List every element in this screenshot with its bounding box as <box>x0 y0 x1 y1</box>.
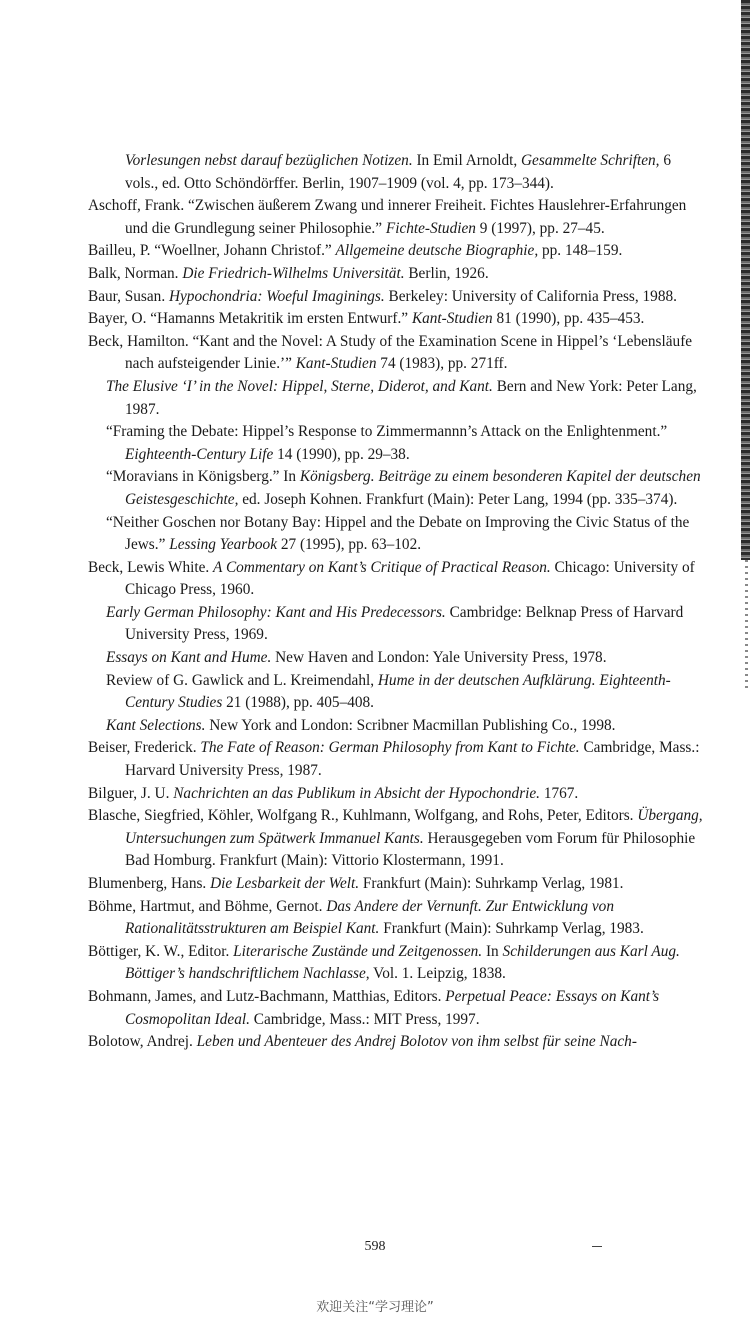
footer-dash <box>592 1246 602 1247</box>
entry-text: Böhme, Hartmut, and Böhme, Gernot. <box>88 897 327 915</box>
entry-title-italic: Leben und Abenteuer des Andrej Bolotov von ihm selbst für seine Nach- <box>196 1033 637 1051</box>
entry-title-italic: Essays on Kant and Hume. <box>106 649 272 667</box>
page-number: 598 <box>364 1239 386 1254</box>
bibliography-entry <box>88 805 703 873</box>
entry-text: 1767. <box>540 784 579 802</box>
bibliography-entry <box>106 376 703 421</box>
entry-title-italic: Perpetual Peace: Essays on Kant’s Cosmopolitan Ideal. <box>125 987 660 1028</box>
entry-text: 6 vols., ed. Otto Schöndörffer. Berlin, 1907–1909 (vol. 4, pp. 173–344). <box>125 152 671 192</box>
entry-text: Baur, Susan. <box>88 287 169 305</box>
entry-title-italic: Allgemeine deutsche Biographie, <box>335 242 539 260</box>
entry-text: “Moravians in Königsberg.” In <box>106 468 300 486</box>
bibliography-entry <box>88 195 703 240</box>
entry-text: Beck, Lewis White. <box>88 558 214 576</box>
entry-text: Berkeley: University of California Press, 1988. <box>384 287 677 305</box>
bibliography-entry <box>106 647 703 670</box>
bibliography-entry <box>106 421 703 466</box>
entry-text: Böttiger, K. W., Editor. <box>88 942 234 960</box>
entry-text: “Framing the Debate: Hippel’s Response to Zimmermannn’s Attack on the Enlightenment.” <box>106 423 668 441</box>
entry-text: Chicago: University of Chicago Press, 1960. <box>125 558 695 599</box>
entry-text: Beck, Hamilton. “Kant and the Novel: A Study of the Examination Scene in Hippel’s ‘Lebensläufe nach aufsteigender Linie.’” <box>88 332 693 373</box>
entry-text: Review of G. Gawlick and L. Kreimendahl, <box>106 671 378 689</box>
entry-text: Bolotow, Andrej. <box>88 1033 197 1051</box>
bibliography-entry <box>88 263 703 286</box>
entry-text: 74 (1983), pp. 271ff. <box>376 355 508 373</box>
bibliography-entry <box>88 783 703 806</box>
scan-edge-shadow <box>741 0 750 560</box>
entry-title-italic: Kant-Studien <box>295 355 377 373</box>
entry-text: Frankfurt (Main): Suhrkamp Verlag, 1983. <box>379 920 644 938</box>
entry-title-italic: Übergang, Untersuchungen zum Spätwerk Immanuel Kants. <box>125 807 703 847</box>
bibliography-entry <box>88 986 703 1031</box>
entry-title-italic: Königsberg. Beiträge zu einem besonderen Kapitel der deutschen Geistesgeschichte, <box>125 468 701 508</box>
entry-title-italic: A Commentary on Kant’s Critique of Practical Reason. <box>213 558 551 576</box>
bibliography-entry <box>88 150 703 195</box>
entry-text: Beiser, Frederick. <box>88 739 201 757</box>
entry-title-italic: Vorlesungen nebst darauf bezüglichen Notizen. <box>125 152 413 169</box>
watermark-text: 欢迎关注“学习理论” <box>316 1300 434 1315</box>
bibliography-entry <box>88 737 703 782</box>
bibliography-entry <box>88 240 703 263</box>
entry-title-italic: Fichte-Studien <box>385 219 476 237</box>
entry-title-italic: The Elusive ‘I’ in the Novel: Hippel, Sterne, Diderot, and Kant. <box>106 377 493 395</box>
entry-text: Bayer, O. “Hamanns Metakritik im ersten Entwurf.” <box>88 310 412 328</box>
bibliography-list <box>88 150 703 1054</box>
entry-text: 9 (1997), pp. 27–45. <box>475 219 605 237</box>
entry-text: Bohmann, James, and Lutz-Bachmann, Matthias, Editors. <box>88 987 446 1005</box>
entry-text: In Emil Arnoldt, <box>412 152 521 169</box>
entry-text: 27 (1995), pp. 63–102. <box>277 536 422 554</box>
bibliography-entry <box>88 557 703 602</box>
entry-text: Cambridge: Belknap Press of Harvard University Press, 1969. <box>125 603 684 644</box>
entry-text: New Haven and London: Yale University Press, 1978. <box>271 649 607 667</box>
entry-title-italic: Die Friedrich-Wilhelms Universität. <box>182 264 405 282</box>
entry-text: “Neither Goschen nor Botany Bay: Hippel and the Debate on Improving the Civic Status of the Jews.” <box>106 513 690 554</box>
bibliography-entry <box>106 602 703 647</box>
entry-text: Frankfurt (Main): Suhrkamp Verlag, 1981. <box>359 875 624 892</box>
bibliography-entry <box>88 1031 703 1054</box>
bibliography-entry <box>88 331 703 376</box>
entry-title-italic: The Fate of Reason: German Philosophy from Kant to Fichte. <box>200 739 580 757</box>
entry-text: Bilguer, J. U. <box>88 784 174 802</box>
entry-title-italic: Gesammelte Schriften, <box>521 152 660 169</box>
entry-title-italic: Das Andere der Vernunft. Zur Entwicklung von Rationalitätsstrukturen am Beispiel Kant. <box>125 897 614 938</box>
entry-text: Cambridge, Mass.: Harvard University Press, 1987. <box>125 739 700 780</box>
scan-edge-specks <box>745 560 748 690</box>
entry-title-italic: Nachrichten an das Publikum in Absicht der Hypochondrie. <box>173 784 541 802</box>
entry-text: pp. 148–159. <box>538 242 623 260</box>
entry-text: Herausgegeben vom Forum für Philosophie Bad Homburg. Frankfurt (Main): Vittorio Klostermann, 1991. <box>125 829 696 870</box>
entry-title-italic: Lessing Yearbook <box>169 536 277 554</box>
bibliography-entry <box>106 512 703 557</box>
entry-title-italic: Eighteenth-Century Life <box>125 445 274 463</box>
entry-text: Berlin, 1926. <box>404 264 489 282</box>
bibliography-entry <box>106 670 703 715</box>
entry-title-italic: Die Lesbarkeit der Welt. <box>210 875 360 892</box>
entry-text: Aschoff, Frank. “Zwischen äußerem Zwang und innerer Freiheit. Fichtes Hauslehrer-Erfahrungen und die Grundlegung seiner Philosophie.” <box>88 197 687 237</box>
entry-text: Cambridge, Mass.: MIT Press, 1997. <box>249 1010 480 1028</box>
entry-text: Blumenberg, Hans. <box>88 875 211 892</box>
entry-title-italic: Hypochondria: Woeful Imaginings. <box>168 287 385 305</box>
entry-title-italic: Kant Selections. <box>106 716 206 734</box>
entry-title-italic: Kant-Studien <box>411 310 493 328</box>
bibliography-entry <box>106 715 703 738</box>
entry-text: ed. Joseph Kohnen. Frankfurt (Main): Peter Lang, 1994 (pp. 335–374). <box>238 490 678 508</box>
entry-text: Balk, Norman. <box>88 264 183 282</box>
entry-text: 81 (1990), pp. 435–453. <box>492 310 645 328</box>
entry-text: Vol. 1. Leipzig, 1838. <box>369 965 506 983</box>
entry-text: In <box>482 942 503 960</box>
entry-text: 21 (1988), pp. 405–408. <box>222 694 374 712</box>
bibliography-entry <box>88 308 703 331</box>
entry-title-italic: Schilderungen aus Karl Aug. Böttiger’s handschriftlichem Nachlasse, <box>125 942 680 983</box>
entry-title-italic: Hume in der deutschen Aufklärung. Eighteenth-Century Studies <box>125 671 671 712</box>
bibliography-entry <box>88 873 703 896</box>
entry-text: Blasche, Siegfried, Köhler, Wolfgang R., Kuhlmann, Wolfgang, and Rohs, Peter, Editors. <box>88 807 638 825</box>
bibliography-entry <box>88 941 703 986</box>
entry-text: Bailleu, P. “Woellner, Johann Christof.” <box>88 242 336 260</box>
entry-text: New York and London: Scribner Macmillan Publishing Co., 1998. <box>205 716 616 734</box>
bibliography-entry <box>106 466 703 511</box>
bibliography-entry <box>88 896 703 941</box>
bibliography-entry <box>88 286 703 309</box>
entry-title-italic: Literarische Zustände und Zeitgenossen. <box>233 942 483 960</box>
entry-text: Bern and New York: Peter Lang, 1987. <box>125 377 697 418</box>
entry-text: 14 (1990), pp. 29–38. <box>273 445 410 463</box>
entry-title-italic: Early German Philosophy: Kant and His Predecessors. <box>106 603 446 621</box>
